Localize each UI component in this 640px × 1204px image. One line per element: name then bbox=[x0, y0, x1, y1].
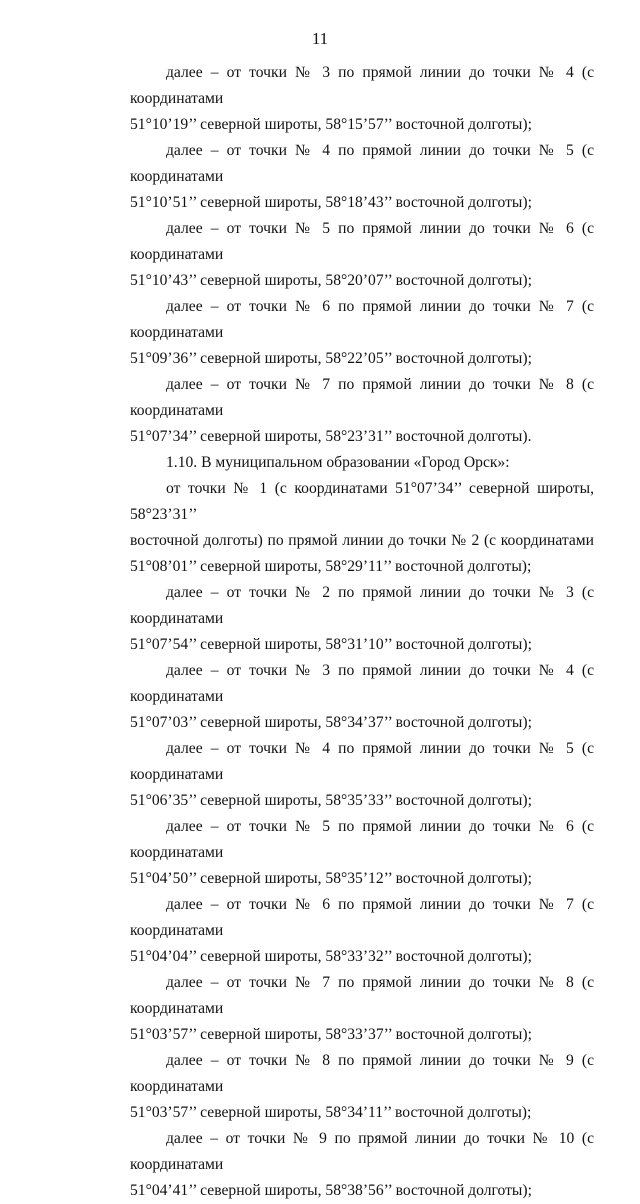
paragraph bbox=[94, 138, 594, 216]
paragraph-line: далее – от точки № 6 по прямой линии до точки № 7 (с координатами bbox=[130, 298, 594, 341]
paragraph-line: 51°04’04’’ северной широты, 58°33’32’’ восточной долготы); bbox=[130, 948, 532, 965]
paragraph bbox=[94, 736, 594, 814]
document-body bbox=[94, 60, 594, 1204]
section-heading: 1.10. В муниципальном образовании «Город Орск»: bbox=[166, 454, 510, 471]
paragraph-line: далее – от точки № 3 по прямой линии до точки № 4 (с координатами bbox=[130, 662, 594, 705]
paragraph-line: 51°08’01’’ северной широты, 58°29’11’’ восточной долготы); bbox=[130, 558, 532, 575]
paragraph-line: 51°07’03’’ северной широты, 58°34’37’’ восточной долготы); bbox=[130, 714, 532, 731]
paragraph bbox=[94, 294, 594, 372]
paragraph-line: 51°07’34’’ северной широты, 58°23’31’’ восточной долготы). bbox=[130, 428, 532, 445]
paragraph-line: 51°03’57’’ северной широты, 58°34’11’’ восточной долготы); bbox=[130, 1104, 532, 1121]
paragraph-line: 51°03’57’’ северной широты, 58°33’37’’ восточной долготы); bbox=[130, 1026, 532, 1043]
paragraph-line: 51°10’19’’ северной широты, 58°15’57’’ восточной долготы); bbox=[130, 116, 532, 133]
paragraph-line: далее – от точки № 2 по прямой линии до точки № 3 (с координатами bbox=[130, 584, 594, 627]
paragraph bbox=[94, 658, 594, 736]
section-heading-paragraph bbox=[94, 450, 594, 476]
paragraph-line: далее – от точки № 5 по прямой линии до точки № 6 (с координатами bbox=[130, 818, 594, 861]
paragraph bbox=[94, 892, 594, 970]
paragraph-line: далее – от точки № 4 по прямой линии до точки № 5 (с координатами bbox=[130, 740, 594, 783]
paragraph-line: далее – от точки № 5 по прямой линии до точки № 6 (с координатами bbox=[130, 220, 594, 263]
paragraph bbox=[94, 970, 594, 1048]
paragraph-line: далее – от точки № 8 по прямой линии до точки № 9 (с координатами bbox=[130, 1052, 594, 1095]
paragraph-line: далее – от точки № 4 по прямой линии до точки № 5 (с координатами bbox=[130, 142, 594, 185]
paragraph bbox=[94, 1048, 594, 1126]
paragraph-line: 51°10’51’’ северной широты, 58°18’43’’ восточной долготы); bbox=[130, 194, 532, 211]
paragraph bbox=[94, 216, 594, 294]
page-number: 11 bbox=[311, 29, 329, 48]
paragraph-line: 51°04’50’’ северной широты, 58°35’12’’ восточной долготы); bbox=[130, 870, 532, 887]
paragraph-line: 51°09’36’’ северной широты, 58°22’05’’ восточной долготы); bbox=[130, 350, 532, 367]
paragraph bbox=[94, 476, 594, 580]
paragraph bbox=[94, 372, 594, 450]
paragraph bbox=[94, 580, 594, 658]
paragraph-line: 51°07’54’’ северной широты, 58°31’10’’ восточной долготы); bbox=[130, 636, 532, 653]
paragraph bbox=[94, 814, 594, 892]
paragraph-line: далее – от точки № 7 по прямой линии до точки № 8 (с координатами bbox=[130, 974, 594, 1017]
paragraph-line: далее – от точки № 3 по прямой линии до точки № 4 (с координатами bbox=[130, 64, 594, 107]
paragraph-line: далее – от точки № 7 по прямой линии до точки № 8 (с координатами bbox=[130, 376, 594, 419]
paragraph-line: далее – от точки № 9 по прямой линии до точки № 10 (с координатами bbox=[130, 1130, 594, 1173]
paragraph-line: 51°10’43’’ северной широты, 58°20’07’’ восточной долготы); bbox=[130, 272, 532, 289]
paragraph-line: 51°04’41’’ северной широты, 58°38’56’’ восточной долготы); bbox=[130, 1182, 532, 1199]
paragraph-line: 51°06’35’’ северной широты, 58°35’33’’ восточной долготы); bbox=[130, 792, 532, 809]
paragraph-line: далее – от точки № 6 по прямой линии до точки № 7 (с координатами bbox=[130, 896, 594, 939]
paragraph-line: восточной долготы) по прямой линии до точки № 2 (с координатами bbox=[130, 532, 594, 549]
paragraph bbox=[94, 1126, 594, 1204]
paragraph bbox=[94, 60, 594, 138]
paragraph-line: от точки № 1 (с координатами 51°07’34’’ северной широты, 58°23’31’’ bbox=[130, 480, 594, 523]
